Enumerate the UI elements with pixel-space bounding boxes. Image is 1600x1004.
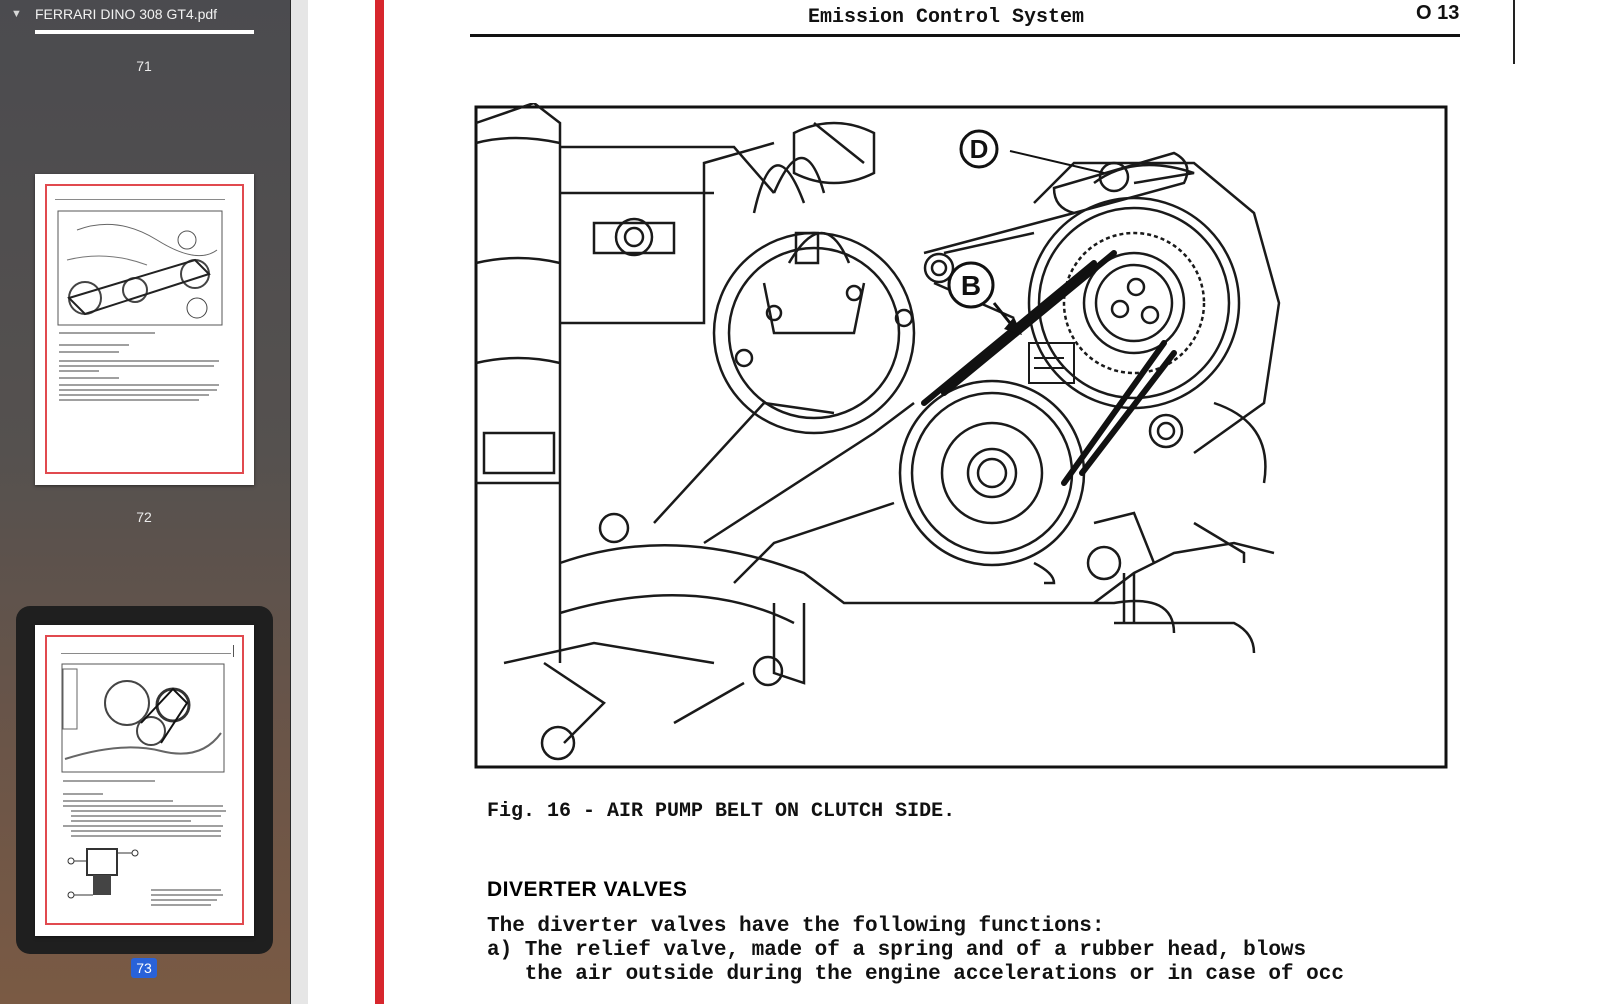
figure-label-b: B <box>960 270 982 301</box>
previous-thumbnail-edge <box>35 30 254 34</box>
document-title: FERRARI DINO 308 GT4.pdf <box>35 6 218 22</box>
page-number-label: 71 <box>136 58 152 74</box>
thumbnail-sidebar <box>0 0 290 1004</box>
page-header-title: Emission Control System <box>808 6 1085 29</box>
page-thumbnail-73[interactable] <box>35 625 254 936</box>
page-thumbnail-72[interactable] <box>35 174 254 485</box>
body-text-line: a) The relief valve, made of a spring and of a rubber head, blows <box>487 939 1307 962</box>
selected-page-number-badge: 73 <box>131 958 157 978</box>
sidebar-divider[interactable] <box>290 0 308 1004</box>
body-text-line: The diverter valves have the following functions: <box>487 915 1105 938</box>
thumbnail-figure <box>61 663 225 773</box>
header-rule <box>470 34 1460 37</box>
page-red-margin-line <box>375 0 384 1004</box>
thumbnail-valve-figure <box>65 841 145 905</box>
document-header[interactable] <box>0 0 290 30</box>
thumbnail-figure <box>57 210 223 326</box>
section-title: DIVERTER VALVES <box>487 878 688 901</box>
figure-caption: Fig. 16 - AIR PUMP BELT ON CLUTCH SIDE. <box>487 800 956 823</box>
page-edge-mark <box>1513 0 1515 64</box>
page-number-label: 72 <box>136 509 152 525</box>
page-number: O 13 <box>1416 2 1460 24</box>
figure-label-d: D <box>969 134 989 164</box>
body-text-line: the air outside during the engine accelerations or in case of occ <box>487 963 1344 986</box>
disclosure-triangle-icon[interactable]: ▼ <box>11 8 22 20</box>
air-pump-belt-figure <box>474 103 1450 771</box>
